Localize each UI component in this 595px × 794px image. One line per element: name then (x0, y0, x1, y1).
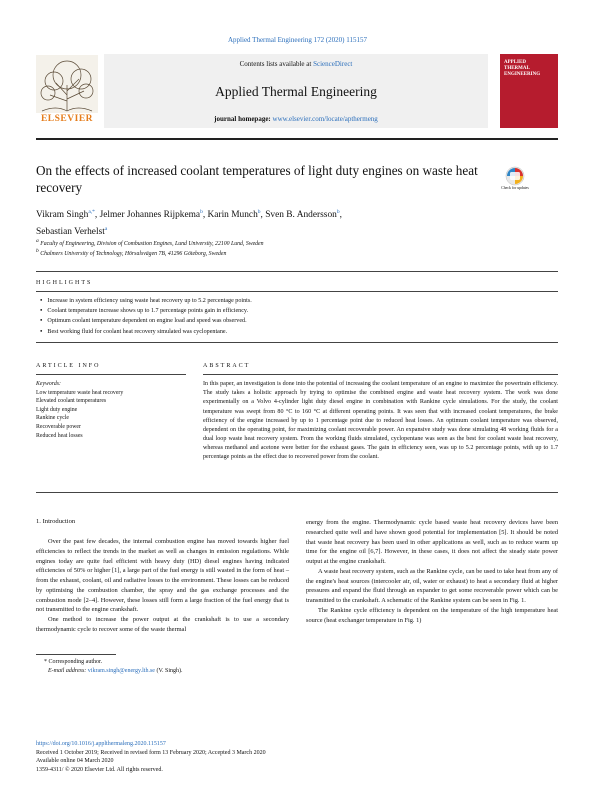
author[interactable]: Jelmer Johannes Rijpkema$^b$, (99, 209, 208, 221)
divider (36, 374, 186, 375)
keyword: Rankine cycle (36, 415, 69, 422)
publication-info (36, 740, 266, 774)
divider (36, 342, 558, 343)
abstract-heading: ABSTRACT (203, 363, 251, 369)
contents-prefix: Contents lists available at (239, 60, 314, 68)
keyword: Recoverable power (36, 423, 81, 430)
paragraph: A waste heat recovery system, such as the Rankine cycle, can be used to take heat from any of the engine's heat sources (intercooler air, oil, water or exhaust) to heat a secondary fluid at higher pressures and expand the fluid through an expander to get some recoverable power which can be transmitted to the crankshaft. A schematic of the Rankine system can be seen in Fig. 1. (306, 567, 558, 605)
paragraph: Over the past few decades, the internal combustion engine has moved towards higher fuel efficiencies to reflect the trends in the market as well as changes in emission regulations. While engines today are quite fuel efficient with heavy duty (HD) diesel engines having indicated efficiencies of 50% or higher [1], a large part of the fuel energy is still wasted in the form of heat – from the exhaust, coolant, oil and radiative losses to the environment. These losses can be reduced by optimising the combustion chamber, the spray and the gas exchange processes and the combustion mode [2–4]. However, these losses still form a large fraction of the fuel energy that is not transmitted to the engine crankshaft. (36, 538, 289, 614)
author[interactable]: Sven B. Andersson$^b$, (265, 209, 342, 221)
divider (36, 291, 558, 292)
crossmark-icon[interactable] (504, 166, 526, 196)
email-line: E-mail address: vikram.singh@energy.lth.se (V. Singh). (48, 668, 183, 674)
available-online: Available online 04 March 2020 (36, 758, 114, 765)
highlights-heading: HIGHLIGHTS (36, 280, 93, 286)
crossmark-label: Check for updates (501, 186, 529, 190)
doi-link[interactable]: https://doi.org/10.1016/j.applthermaleng.2020.115157 (36, 741, 166, 747)
body-column-left (36, 537, 289, 635)
keyword: Light duty engine (36, 406, 78, 413)
divider (36, 271, 558, 272)
author-list (36, 205, 506, 239)
author[interactable]: Vikram Singh$^{a,*}$, (36, 209, 100, 221)
paragraph: The Rankine cycle efficiency is dependent on the temperature of the high temperature heat source (heat exchanger temperature in Fig. 1) (306, 606, 558, 624)
homepage-prefix: journal homepage: (214, 115, 273, 123)
author[interactable]: Sebastian Verhelst$^a$ (36, 226, 108, 238)
received-dates: Received 1 October 2019; Received in revised form 13 February 2020; Accepted 3 March 2020 (36, 749, 266, 756)
sciencedirect-link[interactable]: ScienceDirect (313, 60, 353, 68)
affiliation: $^b$ Chalmers University of Technology, Hörsalsvägen 7B, 41296 Göteborg, Sweden (36, 248, 227, 257)
footnote-rule (36, 654, 116, 655)
journal-homepage-line (104, 115, 488, 123)
abstract-text: In this paper, an investigation is done into the potential of increasing the coolant temperature of an engine to maximize the powertrain efficiency. The study takes a holistic approach by trying to optimise the combined engine and waste heat recovery system. The work was done experimentally on a Volvo 4-cylinder light duty diesel engine in combination with Rankine cycle simulations. For the study, the coolant temperature was swept from 80 °C to 160 °C at different operating points. It was seen that with increased coolant temperatures, the brake efficiency of the engine increased by up to 1 percentage point due to reduced heat losses. An optimum coolant temperature was observed, dependent on the operating point, for maximizing coolant recoverable power. An expansive study was done simulating 48 working fluids for a dual loop waste heat recovery system. From the working fluids simulated, cyclopentane was seen as the best for coolant waste heat recovery, whereas methanol and acetone were better for the exhaust gases. The gain in efficiency seen, was up to 5.2 percentage points, with up to 1.7 percentage points as the effect due to recovered power from the coolant. (203, 381, 558, 461)
keyword: Reduced heat losses (36, 432, 83, 439)
author[interactable]: Karin Munch$^b$, (207, 209, 266, 221)
body-column-right (306, 518, 558, 625)
divider (203, 374, 558, 375)
affiliation: $^a$ Faculty of Engineering, Division of Combustion Engines, Lund University, 22100 Lund, Sweden (36, 238, 264, 247)
footnotes (36, 658, 183, 676)
keyword: Elevated coolant temperatures (36, 398, 107, 405)
header-divider (36, 138, 558, 140)
copyright: 1359-4311/ © 2020 Elsevier Ltd. All rights reserved. (36, 766, 163, 773)
paragraph: One method to increase the power output at the crankshaft is to use a secondary thermodynamic cycle to recover some of the waste thermal (36, 616, 289, 633)
divider (36, 492, 558, 493)
article-info-heading: ARTICLE INFO (36, 363, 101, 369)
paragraph: energy from the engine. Thermodynamic cycle based waste heat recovery devices have been researched quite well and have shown good potential for implementation [5]. It should be noted that waste heat recovery has been used in other applications as well, such as to reduce warm up time for the engine oil [6,7]. However, in these cases, it does not affect the steady state power output at the engine crankshaft. (306, 519, 558, 566)
list-item: ● Optimum coolant temperature dependent on engine load and speed was observed. (40, 316, 540, 326)
homepage-link[interactable]: www.elsevier.com/locate/apthermeng (272, 115, 378, 123)
journal-reference[interactable]: Applied Thermal Engineering 172 (2020) 115157 (228, 36, 367, 44)
list-item: ● Best working fluid for coolant heat recovery simulated was cyclopentane. (40, 327, 540, 337)
keywords-label: Keywords: (36, 381, 61, 387)
corresponding-author-note: * Corresponding author. (44, 659, 103, 665)
highlights-list (40, 296, 540, 337)
list-item: ● Coolant temperature increase shows up to 1.7 percentage points gain in efficiency. (40, 306, 540, 316)
journal-cover-title: APPLIED THERMAL ENGINEERING (504, 60, 541, 77)
list-item: ● Increase in system efficiency using waste heat recovery up to 5.2 percentage points. (40, 296, 540, 306)
article-title: On the effects of increased coolant temperatures of light duty engines on waste heat recovery (36, 163, 478, 195)
contents-line (104, 60, 488, 68)
email-link[interactable]: vikram.singh@energy.lth.se (87, 668, 155, 674)
keywords-list (36, 380, 186, 440)
section-heading: 1. Introduction (36, 518, 76, 525)
elsevier-wordmark: ELSEVIER (40, 114, 94, 124)
keyword: Low temperature waste heat recovery (36, 389, 124, 396)
journal-title: Applied Thermal Engineering (215, 84, 377, 99)
